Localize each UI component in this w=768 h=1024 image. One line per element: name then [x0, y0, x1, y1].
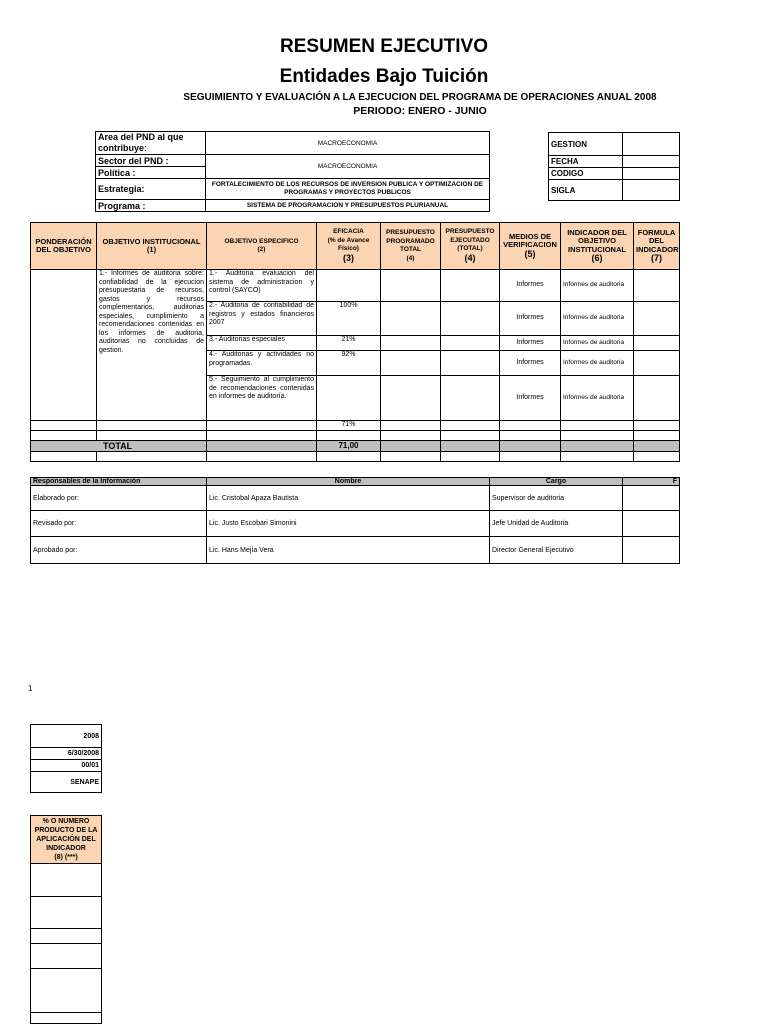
responsables-header: Responsables de la Información — [31, 478, 207, 486]
codigo-value: 00/01 — [31, 760, 102, 772]
indicador-value: Informes de auditoria — [561, 270, 634, 302]
table-row — [31, 511, 680, 537]
header-objetivo-especifico: OBJETIVO ESPECIFICO (2) — [207, 223, 317, 270]
total-label: TOTAL — [31, 441, 207, 452]
indicador-value: Informes de auditoria — [561, 336, 634, 351]
codigo-value-cell — [623, 168, 680, 180]
indicador-value: Informes de auditoria — [561, 376, 634, 421]
politica-label: Política : — [96, 167, 206, 179]
objetivo-institucional-text: 1.- Informes de auditoria sobre: confiabilidad de la ejecucion presupuestaria de recursos, gastos y recursos complementarios, auditorias especiales, cumplimiento a recomendaciones contenidas en los informes de auditoria, auditorias no concluidas de gestion. — [97, 270, 207, 421]
responsable-role: Revisado por: — [31, 511, 207, 537]
pct-cell — [31, 944, 102, 969]
pct-header: % O NUMERO PRODUCTO DE LA APLICACIÓN DEL INDICADOR (8) (***) — [31, 816, 102, 864]
objetivo-especifico: 4.- Auditorias y actividades no programadas. — [207, 351, 317, 376]
header-eficacia: EFICACIA (% de Avance Físico) (3) — [317, 223, 381, 270]
sector-label: Sector del PND : — [96, 155, 206, 167]
objetivo-especifico: 2.- Auditoria de confiabilidad de registros y estados financieros 2007 — [207, 302, 317, 336]
indicator-result-table — [30, 815, 102, 1024]
pct-cell — [31, 1013, 102, 1024]
gestion-label: GESTION — [549, 133, 623, 156]
pct-cell — [31, 929, 102, 944]
objetivo-especifico: 3.- Auditorias especiales — [207, 336, 317, 351]
estrategia-label: Estrategia: — [96, 179, 206, 200]
header-ponderacion: PONDERACIÓN DEL OBJETIVO — [31, 223, 97, 270]
cargo-header: Cargo — [490, 478, 623, 486]
page-mark: 1 — [28, 684, 33, 693]
pct-cell — [31, 969, 102, 1013]
fecha-value: 6/30/2008 — [31, 748, 102, 760]
page-title: RESUMEN EJECUTIVO — [280, 36, 488, 57]
gestion-value-cell — [623, 133, 680, 156]
responsable-cargo: Jefe Unidad de Auditoria — [490, 511, 623, 537]
header-presupuesto-ejecutado: PRESUPUESTO EJECUTADO (TOTAL) (4) — [441, 223, 500, 270]
responsable-name: Lic. Hans Mejía Vera — [207, 537, 490, 564]
header-indicador: INDICADOR DEL OBJETIVO INSTITUCIONAL (6) — [561, 223, 634, 270]
eficacia-value — [317, 270, 381, 302]
medios-value: Informes — [500, 270, 561, 302]
sector-value: MACROECONOMIA — [206, 155, 490, 179]
table-row — [31, 421, 680, 431]
indicador-value: Informes de auditoria — [561, 351, 634, 376]
objetivo-especifico: 1.- Auditoria evaluacion del sistema de administracion y control (SAYCO) — [207, 270, 317, 302]
estrategia-value: FORTALECIMIENTO DE LOS RECURSOS DE INVERSION PUBLICA Y OPTIMIZACION DE PROGRAMAS Y PROYECTOS PUBLICOS — [206, 179, 490, 200]
description: SEGUIMIENTO Y EVALUACIÓN A LA EJECUCION DEL PROGRAMA DE OPERACIONES ANUAL 2008 — [183, 92, 657, 103]
total-row — [31, 441, 680, 452]
programa-value: SISTEMA DE PROGRAMACION Y PRESUPUESTOS PLURIANUAL — [206, 200, 490, 212]
responsable-name: Lic. Justo Escobari Simonini — [207, 511, 490, 537]
period: PERIODO: ENERO - JUNIO — [353, 105, 487, 117]
fecha-label: FECHA — [549, 156, 623, 168]
responsable-cargo: Supervisor de auditoria — [490, 486, 623, 511]
eficacia-value: 92% — [317, 351, 381, 376]
pct-cell — [31, 897, 102, 929]
control-info-table — [548, 132, 680, 201]
pct-cell — [31, 864, 102, 897]
codigo-label: CODIGO — [549, 168, 623, 180]
ponderacion-cell — [31, 270, 97, 421]
nombre-header: Nombre — [207, 478, 490, 486]
table-row — [31, 270, 680, 302]
evaluation-table — [30, 222, 680, 462]
responsable-role: Aprobado por: — [31, 537, 207, 564]
header-formula: FORMULA DEL INDICADOR (7) — [634, 223, 680, 270]
extra-eficacia-value: 71% — [317, 421, 381, 431]
medios-value: Informes — [500, 376, 561, 421]
responsable-name: Lic. Cristobal Apaza Bautista — [207, 486, 490, 511]
fecha-value-cell — [623, 156, 680, 168]
header-objetivo-institucional: OBJETIVO INSTITUCIONAL (1) — [97, 223, 207, 270]
header-medios: MEDIOS DE VERIFICACION (5) — [500, 223, 561, 270]
sigla-value: SENAPE — [31, 772, 102, 793]
indicador-value: Informes de auditoria — [561, 302, 634, 336]
responsable-cargo: Director General Ejecutivo — [490, 537, 623, 564]
objetivo-especifico: 5.- Seguimiento al cumplimiento de recomendaciones contenidas en informes de auditoría. — [207, 376, 317, 421]
programa-label: Programa : — [96, 200, 206, 212]
eficacia-value: 21% — [317, 336, 381, 351]
sigla-value-cell — [623, 180, 680, 201]
medios-value: Informes — [500, 302, 561, 336]
gestion-value: 2008 — [31, 725, 102, 748]
responsables-table — [30, 477, 680, 564]
area-value: MACROECONOMIA — [206, 132, 490, 155]
responsable-role: Elaborado por: — [31, 486, 207, 511]
total-value: 71,00 — [317, 441, 381, 452]
eficacia-value — [317, 376, 381, 421]
medios-value: Informes — [500, 336, 561, 351]
control-values-table — [30, 724, 102, 793]
area-label: Area del PND al que contribuye: — [96, 132, 206, 155]
eficacia-value: 100% — [317, 302, 381, 336]
page-subtitle: Entidades Bajo Tuición — [279, 66, 489, 87]
general-info-table — [95, 131, 490, 212]
firma-header: F — [623, 478, 680, 486]
table-row — [31, 486, 680, 511]
header-presupuesto-programado: PRESUPUESTO PROGRAMADO TOTAL (4) — [381, 223, 441, 270]
sigla-label: SIGLA — [549, 180, 623, 201]
table-row — [31, 537, 680, 564]
medios-value: Informes — [500, 351, 561, 376]
